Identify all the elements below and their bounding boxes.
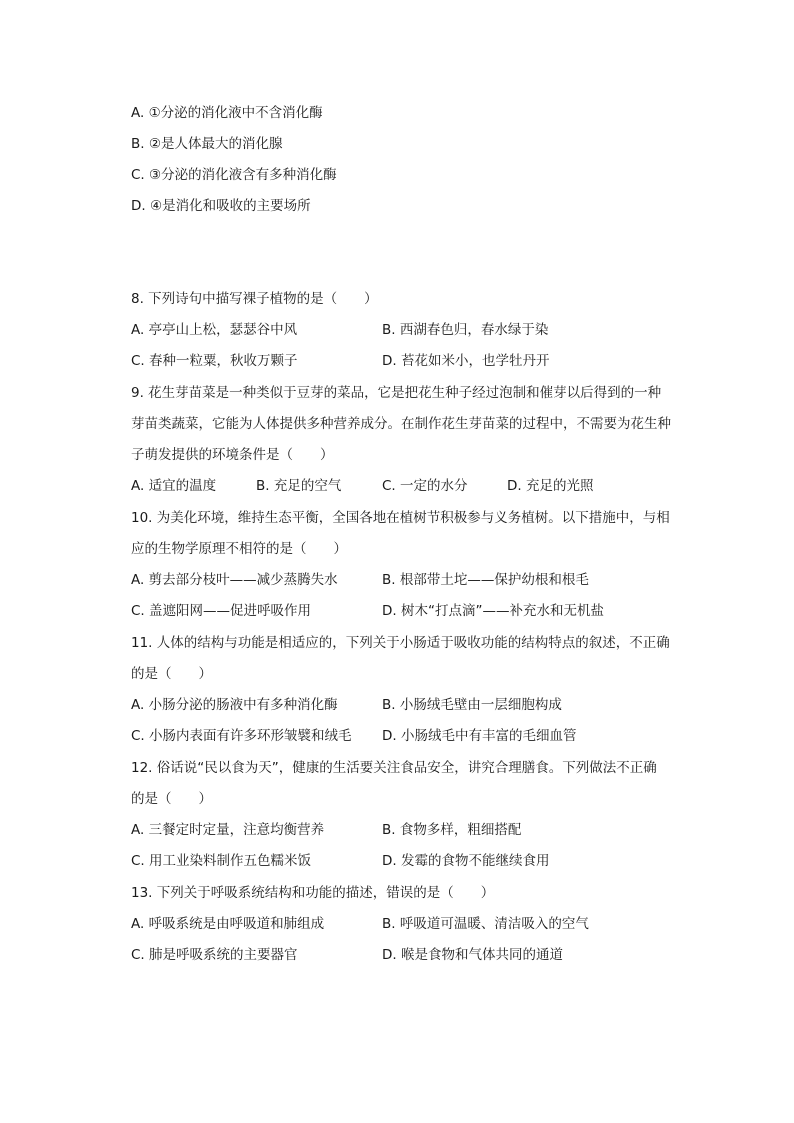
q12-option-b: B. 食物多样，粗细搭配 bbox=[382, 822, 522, 838]
prev-option-a: A. ①分泌的消化液中不含消化酶 bbox=[131, 105, 323, 121]
q10-option-c: C. 盖遮阳网——促进呼吸作用 bbox=[131, 603, 312, 619]
q10-option-d: D. 树木“打点滴”——补充水和无机盐 bbox=[382, 603, 604, 619]
q11-stem-line-2: 的是（ ） bbox=[131, 666, 212, 682]
q9-option-b: B. 充足的空气 bbox=[256, 478, 342, 494]
q13-option-a: A. 呼吸系统是由呼吸道和肺组成 bbox=[131, 916, 325, 932]
q8-option-d: D. 苔花如米小，也学牡丹开 bbox=[382, 353, 550, 369]
q13-option-d: D. 喉是食物和气体共同的通道 bbox=[382, 947, 563, 963]
prev-option-c: C. ③分泌的消化液含有多种消化酶 bbox=[131, 167, 337, 183]
q12-option-a: A. 三餐定时定量，注意均衡营养 bbox=[131, 822, 325, 838]
q10-option-b: B. 根部带土坨——保护幼根和根毛 bbox=[382, 572, 589, 588]
q9-stem-line-2: 芽苗类蔬菜，它能为人体提供多种营养成分。在制作花生芽苗菜的过程中，不需要为花生种 bbox=[131, 416, 671, 432]
q9-option-c: C. 一定的水分 bbox=[382, 478, 468, 494]
q9-stem-line-3: 子萌发提供的环境条件是（ ） bbox=[131, 447, 334, 463]
q11-option-b: B. 小肠绒毛壁由一层细胞构成 bbox=[382, 697, 562, 713]
q10-option-a: A. 剪去部分枝叶——减少蒸腾失水 bbox=[131, 572, 338, 588]
q10-stem-line-2: 应的生物学原理不相符的是（ ） bbox=[131, 541, 347, 557]
q11-option-c: C. 小肠内表面有许多环形皱襞和绒毛 bbox=[131, 728, 352, 744]
q13-option-b: B. 呼吸道可温暖、清洁吸入的空气 bbox=[382, 916, 589, 932]
q9-option-a: A. 适宜的温度 bbox=[131, 478, 217, 494]
q11-option-a: A. 小肠分泌的肠液中有多种消化酶 bbox=[131, 697, 338, 713]
prev-option-d: D. ④是消化和吸收的主要场所 bbox=[131, 198, 311, 214]
q13-stem: 13. 下列关于呼吸系统结构和功能的描述，错误的是（ ） bbox=[131, 885, 495, 901]
q8-option-a: A. 亭亭山上松，瑟瑟谷中风 bbox=[131, 322, 298, 338]
q8-stem: 8. 下列诗句中描写裸子植物的是（ ） bbox=[131, 291, 378, 307]
q9-option-d: D. 充足的光照 bbox=[507, 478, 594, 494]
prev-option-b: B. ②是人体最大的消化腺 bbox=[131, 136, 283, 152]
q13-option-c: C. 肺是呼吸系统的主要器官 bbox=[131, 947, 298, 963]
q12-stem-line-2: 的是（ ） bbox=[131, 791, 212, 807]
q11-option-d: D. 小肠绒毛中有丰富的毛细血管 bbox=[382, 728, 577, 744]
q8-option-b: B. 西湖春色归，春水绿于染 bbox=[382, 322, 549, 338]
q12-option-d: D. 发霉的食物不能继续食用 bbox=[382, 853, 550, 869]
q9-stem-line-1: 9. 花生芽苗菜是一种类似于豆芽的菜品，它是把花生种子经过泡制和催芽以后得到的一种 bbox=[131, 385, 662, 401]
q10-stem-line-1: 10. 为美化环境，维持生态平衡，全国各地在植树节积极参与义务植树。以下措施中，与相 bbox=[131, 510, 670, 526]
q8-option-c: C. 春种一粒粟，秋收万颗子 bbox=[131, 353, 298, 369]
q11-stem-line-1: 11. 人体的结构与功能是相适应的，下列关于小肠适于吸收功能的结构特点的叙述，不正确 bbox=[131, 635, 670, 651]
q12-stem-line-1: 12. 俗话说“民以食为天”，健康的生活要关注食品安全，讲究合理膳食。下列做法不正确 bbox=[131, 760, 657, 776]
q12-option-c: C. 用工业染料制作五色糯米饭 bbox=[131, 853, 312, 869]
